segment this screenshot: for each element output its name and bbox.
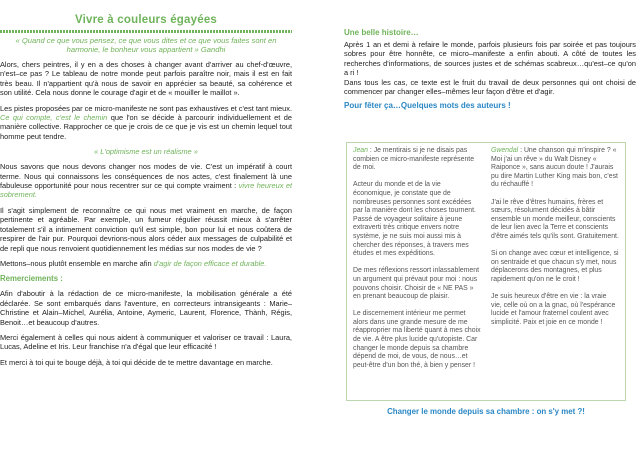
paragraph-4: Il s'agit simplement de reconnaître ce qui nous met vraiment en marche, de façon pertinente et agréable. Par exemple, un fumeur régulier réussit mieux à s'arrêter totalement s'il a intimement conviction qu'il est simple, bon pour lui et nous coûtera de respirer de l'air pur. Pourquoi devrions-nous alors céder aux messages de culpabilité et de repli que nous renvoient quotidiennement les médias sur nos modes de vie ? <box>0 205 292 253</box>
authors-title: Pour fêter ça…Quelques mots des auteurs ! <box>344 101 511 111</box>
dotted-divider <box>0 30 292 33</box>
gwendal-intro: Gwendal : Une chanson qui m'inspire ? « Moi j'ai un rêve » du Walt Disney « Raiponce », sans aucun doute ! J'aurais pu dire Martin Luther King mais bon, c'est du réchauffé ! <box>491 147 618 189</box>
author-column-gwendal <box>491 147 619 396</box>
authors-box <box>346 142 626 401</box>
jean-paragraph-4: Le discernement intérieur me permet alors dans une grande mesure de me réapproprier ma liberté quant à mes choix de vie. A être plus lucide qu'utopiste. Car changer le monde depuis sa chambre dépend de moi, de vous, de nous…et peut-être d'un bon thé, à bien y penser ! <box>353 310 481 369</box>
paragraph-3: Nous savons que nous devons changer nos modes de vie. C'est un impératif à court terme. Nous qui connaissons les conséquences de nos actes, c'est finalement là une fabuleuse opportunité pour nous recentrer sur ce qui compte vraiment : vivre heureux et sobrement. <box>0 162 292 200</box>
story-paragraph-2: Dans tous les cas, ce texte est le fruit du travail de deux personnes qui ont choisi de commencer par changer elles–mêmes leur façon d'être et d'agir. <box>344 77 636 97</box>
gandhi-quote: « Quand ce que vous pensez, ce que vous dites et ce que vous faites sont en harmonie, le bonheur vous appartient » Gandhi <box>15 36 277 54</box>
paragraph-7: Merci également à celles qui nous aident à communiquer et valoriser ce travail : Laura, Lucas, Adeline et Iris. Leur franchise n'a d'égal que leur efficacité ! <box>0 332 292 352</box>
gwendal-paragraph-3: Si on change avec cœur et intelligence, si on sentraide et que chacun s'y met, nous déplacerons des montagnes, et plus rapidement qu'on ne le croit ! <box>491 250 619 283</box>
closing-slogan: Changer le monde depuis sa chambre : on s'y met ?! <box>387 407 585 416</box>
jean-paragraph-2: Acteur du monde et de la vie économique, je constate que de nombreuses personnes sont excédées par la manière dont les choses tournent. Passé de voyageur solitaire à jeune extraverti très critique envers notre système, je ne suis moi aussi mis à chercher des réponses, à travers mes études et mes expéditions. <box>353 181 476 258</box>
jean-intro: Jean : Je mentirais si je ne disais pas combien ce micro-manifeste représente de moi. <box>353 147 475 172</box>
jean-paragraph-3: De mes réflexions ressort inlassablement un argument qui prévaut pour moi : nous pouvons choisir. Choisir de « NE PAS » en prenant beaucoup de plaisir. <box>353 267 479 301</box>
optimism-quote: « L'optimisme est un réalisme » <box>94 147 198 157</box>
section-title: Vivre à couleurs égayées <box>74 14 218 26</box>
author-column-jean <box>353 147 481 396</box>
story-paragraph-1: Après 1 an et demi à refaire le monde, parfois plusieurs fois par soirée et pas toujours sobres pour être honnête, ce micro–manifeste a enfin abouti. A côté de toutes les recherches d'informations, de sources justes et de schémas scabreux…qu'est–ce qu'on a ri ! <box>344 40 636 78</box>
paragraph-6: Afin d'aboutir à la rédaction de ce micro-manifeste, la mobilisation générale a été déclarée. Se sont embarqués dans l'aventure, en correcteurs intransigeants : Marie–Christine et Alain–Michel, Aurélia, Antoine, Aymeric, Laurent, Florence, Thành, Régis, Benoit…et beaucoup d'autres. <box>0 289 292 327</box>
gwendal-paragraph-4: Je suis heureux d'être en vie : la vraie vie, celle où on a la gnac, où l'espérance lucide et l'amour fraternel coulent avec simplicité. Paix et joie en ce monde ! <box>491 293 616 326</box>
paragraph-2: Les pistes proposées par ce micro-manifeste ne sont pas exhaustives et c'est tant mieux. Ce qui compte, c'est le chemin que l'on se décide à parcourir individuellement et de manière collective. Rapprocher ce que je crois de ce que je vis est un chemin lequel tout homme peut tendre. <box>0 103 292 141</box>
paragraph-8: Et merci à toi qui te bouge déjà, à toi qui décide de te mettre davantage en marche. <box>0 357 273 367</box>
paragraph-1: Alors, chers peintres, il y en a des choses à changer avant d'arriver au chef-d'œuvre, n'est–ce pas ? Le tableau de notre monde peut parfois paraître noir, mais il est en fait très beau. Il n'appartient qu'à nous de savoir en apprécier sa beauté, sa cohérence et son utilité. Cela nous donne le courage d'agir et de « mouiller le maillot ». <box>0 60 292 98</box>
gwendal-paragraph-2: J'ai le rêve d'êtres humains, frères et sœurs, résolument décidés à bâtir ensemble un monde meilleur, conscients de leur lien avec la Terre et conscients d'être aimés tels qu'ils sont. Gratuitement. <box>491 198 619 240</box>
story-title: Une belle histoire… <box>344 28 419 37</box>
thanks-title: Remerciements : <box>0 274 63 284</box>
paragraph-5: Mettons–nous plutôt ensemble en marche afin d'agir de façon efficace et durable. <box>0 258 267 268</box>
left-column <box>0 14 292 450</box>
